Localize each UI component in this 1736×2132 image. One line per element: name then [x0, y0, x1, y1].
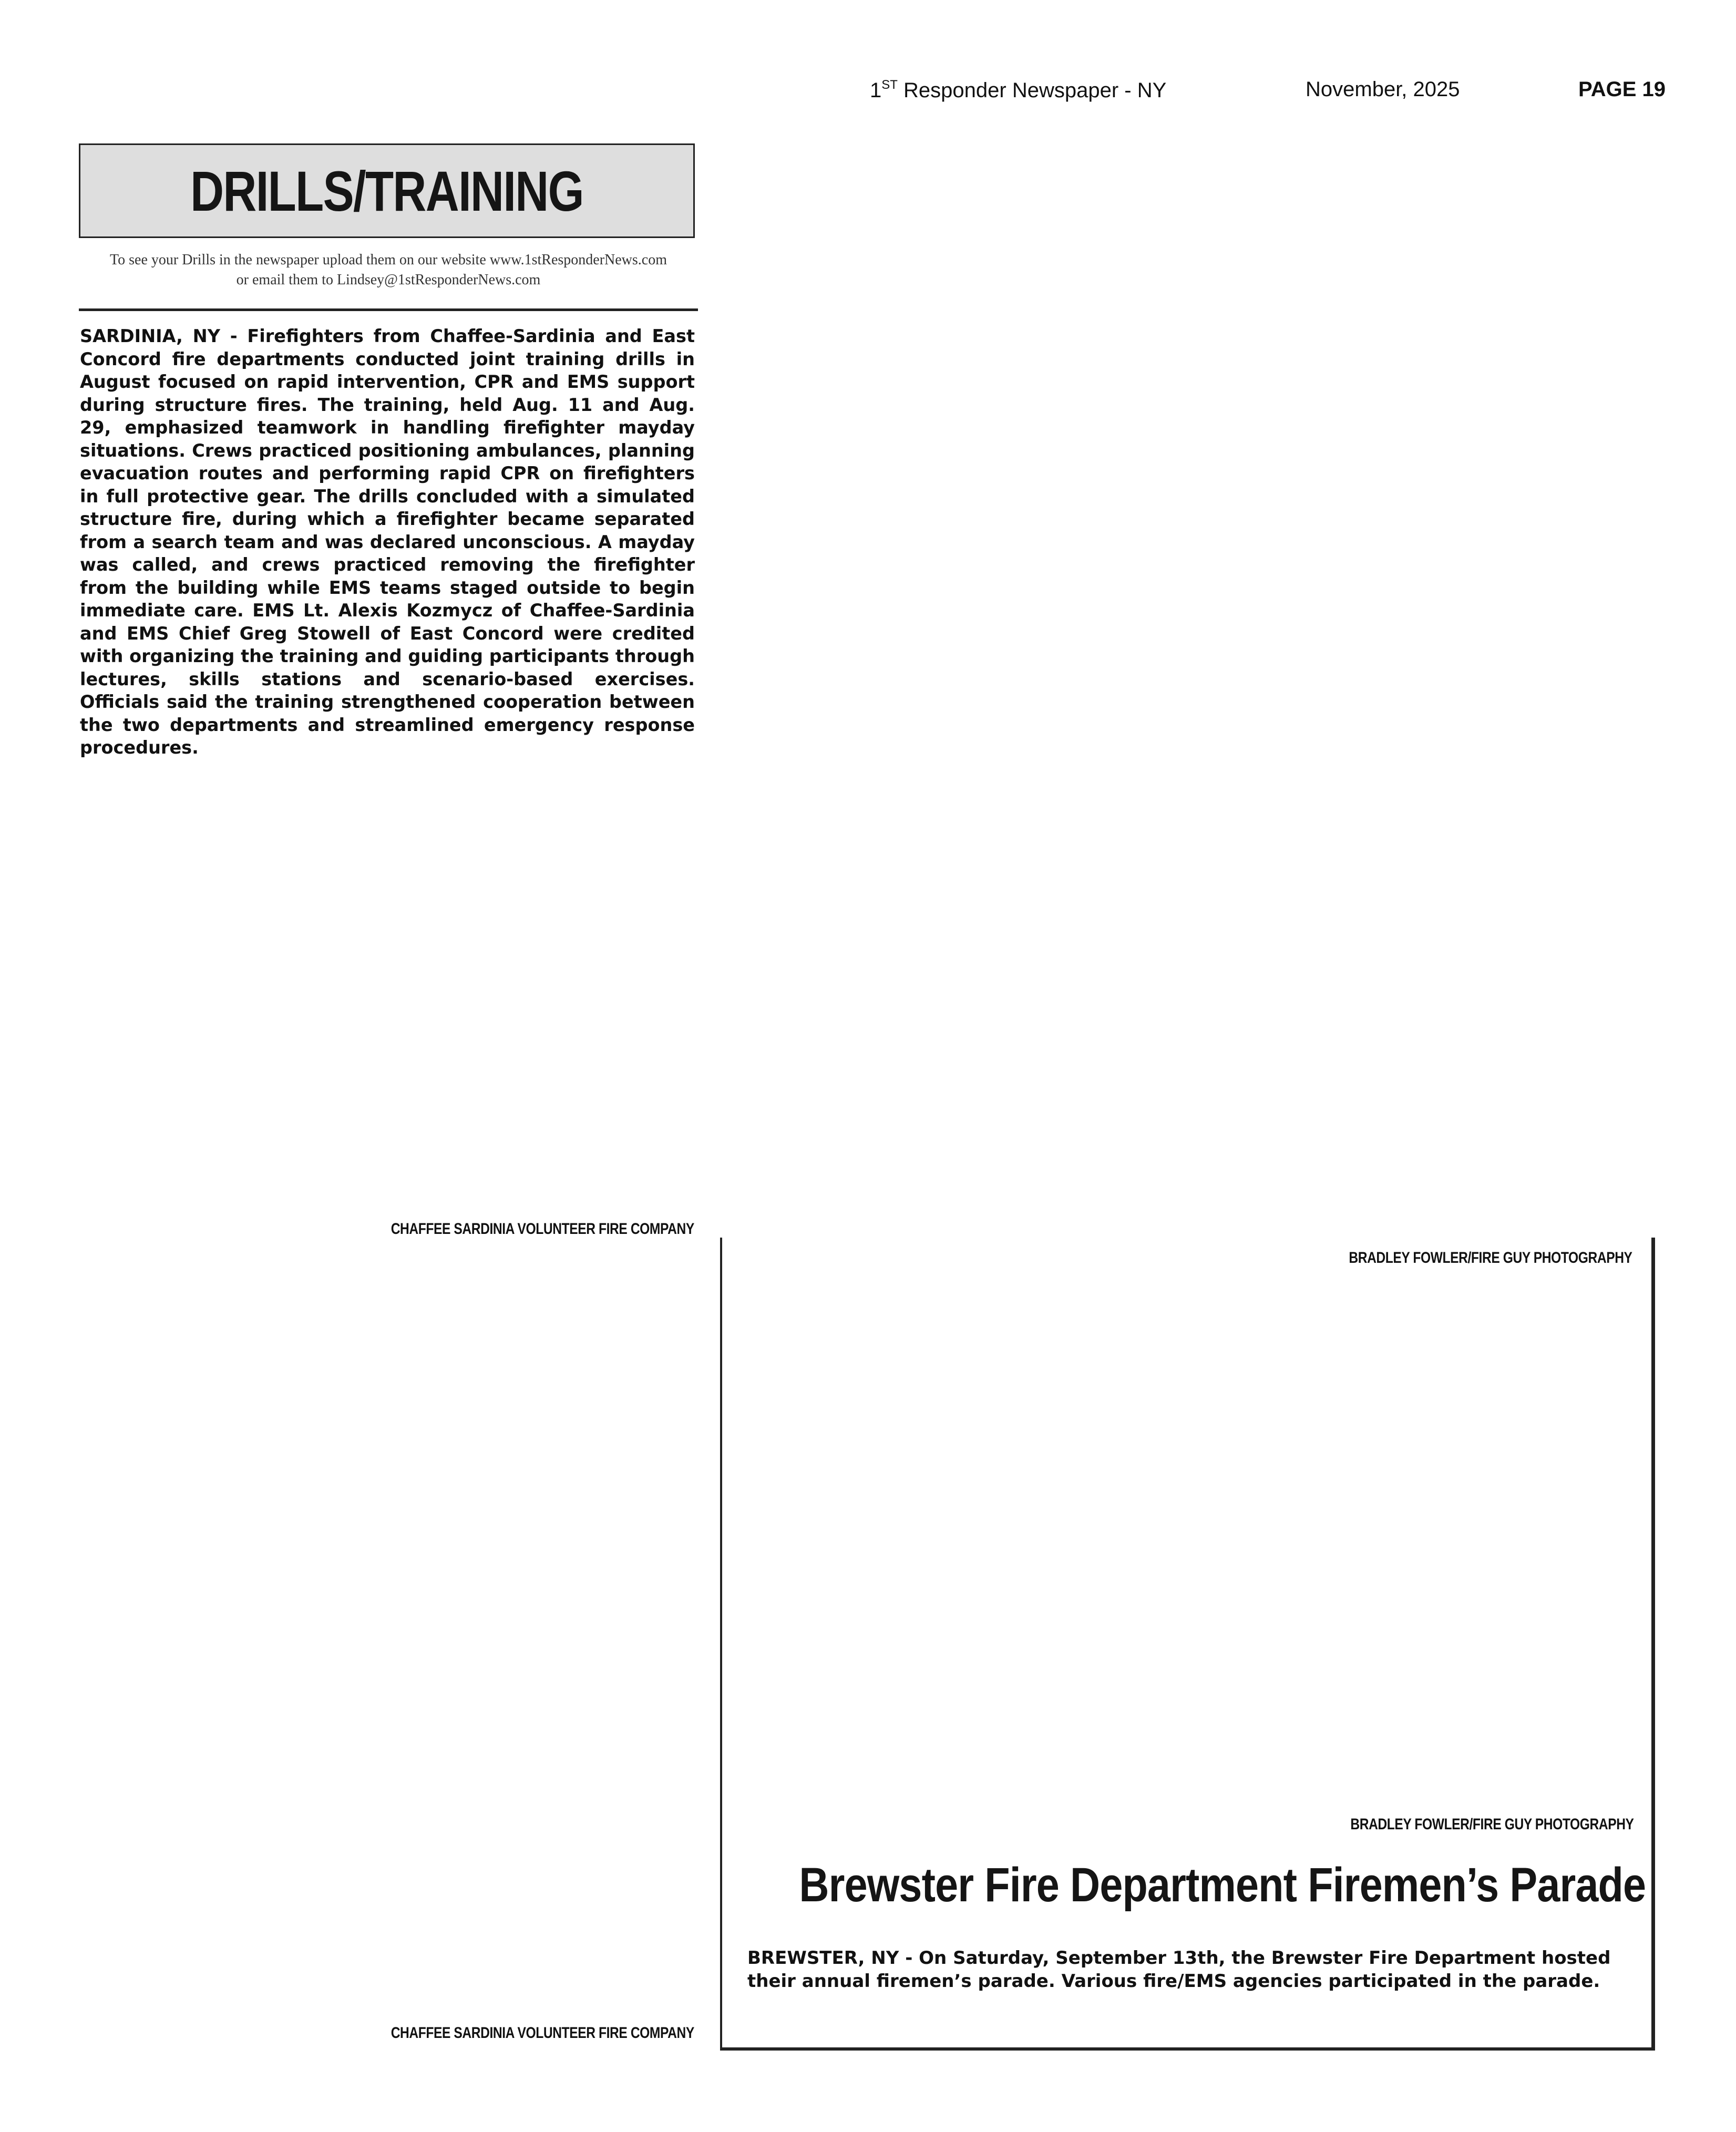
- article-body: SARDINIA, NY - Firefighters from Chaffee-Sardinia and East Concord fire departments conducted joint training drills in August focused on rapid intervention, CPR and EMS support during structure fires. The training, held Aug. 11 and Aug. 29, emphasized teamwork in handling firefighter mayday situations. Crews practiced positioning ambulances, planning evacuation routes and performing rapid CPR on firefighters in full protective gear. The drills concluded with a simulated structure fire, during which a firefighter became separated from a search team and was declared unconscious. A mayday was called, and crews practiced removing the firefighter from the building while EMS teams staged outside to begin immediate care. EMS Lt. Alexis Kozmycz of Chaffee-Sardinia and EMS Chief Greg Stowell of East Concord were credited with organizing the training and guiding participants through lectures, skills stations and scenario-based exercises. Officials said the training strengthened cooperation between the two departments and streamlined emergency response procedures.: [80, 326, 695, 758]
- paper-superscript: ST: [881, 78, 898, 92]
- parade-feature-box: [720, 1238, 1655, 2051]
- section-note-line1: To see your Drills in the newspaper upload them on our website www.1stResponderNews.com: [109, 252, 667, 268]
- parade-body: BREWSTER, NY - On Saturday, September 13th, the Brewster Fire Department hosted their annual firemen’s parade. Various fire/EMS agencies participated in the parade.: [747, 1948, 1611, 1992]
- page-number: PAGE 19: [1578, 78, 1666, 101]
- photo-credit-chaffee-bottom: CHAFFEE SARDINIA VOLUNTEER FIRE COMPANY: [391, 2024, 694, 2042]
- section-note: [79, 250, 698, 290]
- photo-credit-fowler-bottom: BRADLEY FOWLER/FIRE GUY PHOTOGRAPHY: [1350, 1816, 1634, 1833]
- photo-credit-chaffee-top: CHAFFEE SARDINIA VOLUNTEER FIRE COMPANY: [391, 1220, 694, 1238]
- section-title: DRILLS/TRAINING: [190, 159, 583, 223]
- paper-number: 1: [870, 79, 882, 102]
- parade-headline: Brewster Fire Department Firemen’s Parade: [799, 1858, 1646, 1912]
- paper-name-text: Responder Newspaper - NY: [897, 79, 1167, 102]
- section-banner: [79, 143, 695, 238]
- photo-credit-fowler-top: BRADLEY FOWLER/FIRE GUY PHOTOGRAPHY: [1349, 1249, 1632, 1266]
- issue-date: November, 2025: [1306, 78, 1460, 101]
- section-note-line2: or email them to Lindsey@1stResponderNews.com: [236, 272, 541, 288]
- section-divider: [79, 308, 698, 311]
- newspaper-name: [870, 79, 1166, 102]
